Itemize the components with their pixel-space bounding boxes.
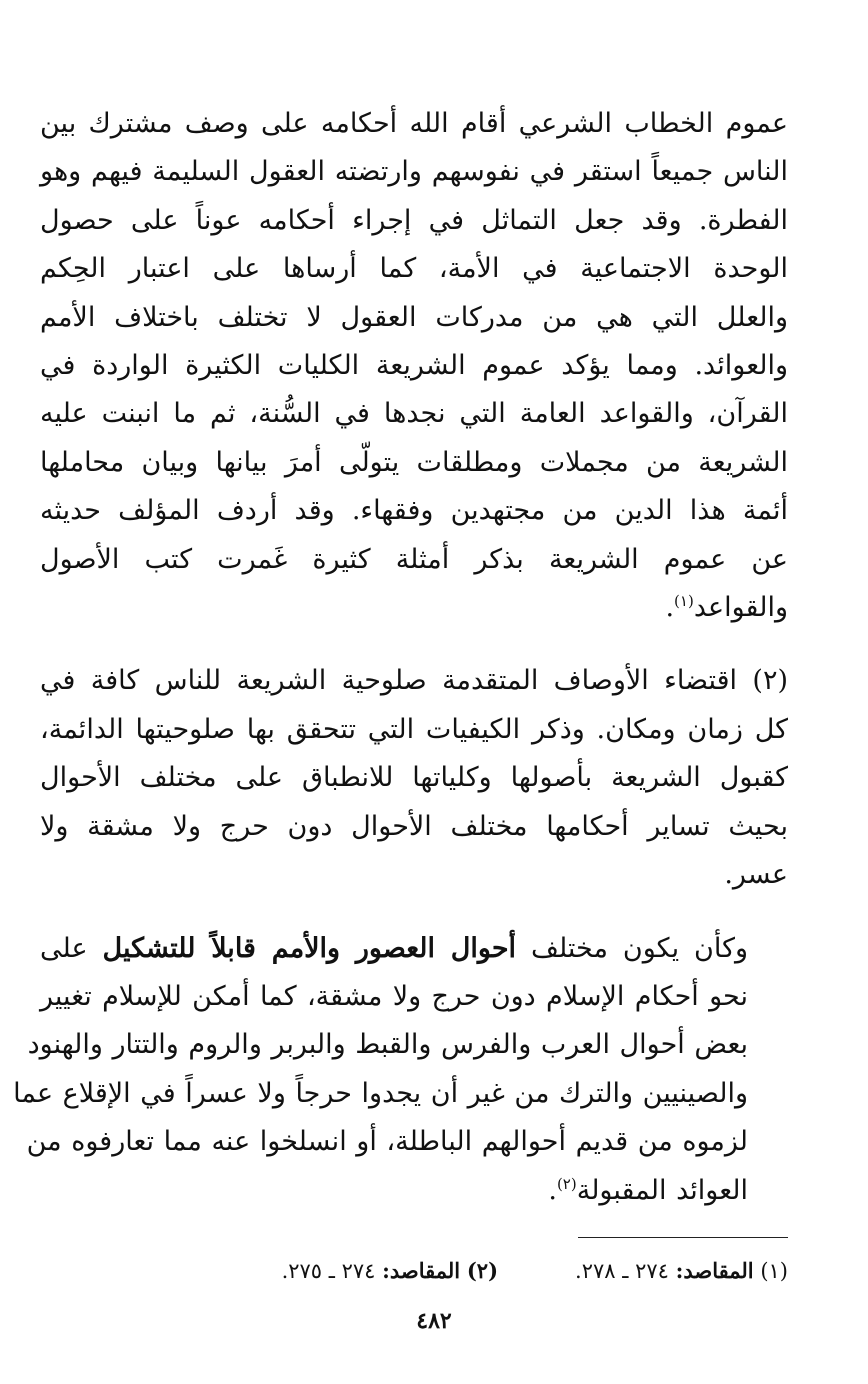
text-line: والعلل التي هي من مدركات العقول لا تختلف باختلاف الأمم <box>40 301 788 333</box>
text-line: والعوائد. ومما يؤكد عموم الشريعة الكليات الكثيرة الواردة في <box>40 350 788 382</box>
text-line: الوحدة الاجتماعية في الأمة، كما أرساها على اعتبار الحِكم <box>40 253 788 285</box>
footnote-number: (١) <box>760 1259 788 1283</box>
text-line: الفطرة. وقد جعل التماثل في إجراء أحكامه عوناً على حصول <box>40 204 788 236</box>
footnote-source: المقاصد: <box>675 1258 754 1283</box>
text-line: نحو أحكام الإسلام دون حرج ولا مشقة، كما أمكن للإسلام تغيير <box>40 980 748 1012</box>
footnote-2 <box>282 1258 498 1283</box>
footnote-ref-2[interactable]: (٢) <box>556 1174 577 1193</box>
footnote-number: (٢) <box>466 1258 498 1283</box>
text-fragment: . <box>548 1174 557 1206</box>
bold-phrase: أحوال العصور والأمم قابلاً للتشكيل <box>102 932 517 964</box>
text-line: أئمة هذا الدين من مجتهدين وفقهاء. وقد أردف المؤلف حديثه <box>40 495 788 527</box>
text-line: عموم الخطاب الشرعي أقام الله أحكامه على وصف مشترك بين <box>40 108 788 139</box>
text-line: كل زمان ومكان. وذكر الكيفيات التي تتحقق بها صلوحيتها الدائمة، <box>40 713 788 745</box>
text-line: لزموه من قديم أحوالهم الباطلة، أو انسلخوا عنه مما تعارفوه من <box>26 1126 748 1158</box>
page-body <box>13 100 788 1215</box>
text-line: بعض أحوال العرب والفرس والقبط والبربر والروم والتتار والهنود <box>27 1029 748 1061</box>
paragraph-1 <box>40 100 788 632</box>
footnotes <box>88 1258 788 1288</box>
text-fragment: وكأن يكون مختلف <box>516 932 749 964</box>
text-fragment: العوائد المقبولة <box>576 1174 748 1206</box>
footnote-ref-1[interactable]: (١) <box>674 592 694 611</box>
paragraph-2 <box>40 657 788 899</box>
text-fragment: على <box>40 932 103 964</box>
text-line <box>40 925 788 973</box>
page-number: ٤٨٢ <box>416 1308 452 1334</box>
text-fragment: والقواعد <box>693 592 788 624</box>
text-line: عسر. <box>724 859 788 891</box>
footnote-source: المقاصد: <box>382 1258 461 1283</box>
text-line: بحيث تساير أحكامها مختلف الأحوال دون حرج ولا مشقة ولا <box>40 810 788 842</box>
text-line: عن عموم الشريعة بذكر أمثلة كثيرة غَمرت كتب الأصول <box>40 543 788 575</box>
text-fragment: . <box>665 592 675 624</box>
paragraph-3 <box>13 925 788 1215</box>
text-line: والصينيين والترك من غير أن يجدوا حرجاً ولا عسراً في الإقلاع عما <box>13 1077 748 1109</box>
footnote-1 <box>575 1258 788 1283</box>
text-line: الشريعة من مجملات ومطلقات يتولّى أمرَ بيانها وبيان محاملها <box>40 446 788 478</box>
text-line: (٢) اقتضاء الأوصاف المتقدمة صلوحية الشريعة للناس كافة في <box>40 665 788 697</box>
text-line: القرآن، والقواعد العامة التي نجدها في السُّنة، ثم ما انبنت عليه <box>40 398 788 430</box>
text-line <box>40 1167 788 1215</box>
footnote-pages: ٢٧٤ ـ ٢٧٥. <box>281 1259 376 1283</box>
text-line: الناس جميعاً استقر في نفوسهم وارتضته العقول السليمة فيهم وهو <box>40 156 788 188</box>
footnote-divider <box>578 1237 788 1238</box>
text-line: كقبول الشريعة بأصولها وكلياتها للانطباق على مختلف الأحوال <box>40 762 788 794</box>
footnote-pages: ٢٧٤ ـ ٢٧٨. <box>575 1259 669 1283</box>
text-line <box>40 584 788 632</box>
